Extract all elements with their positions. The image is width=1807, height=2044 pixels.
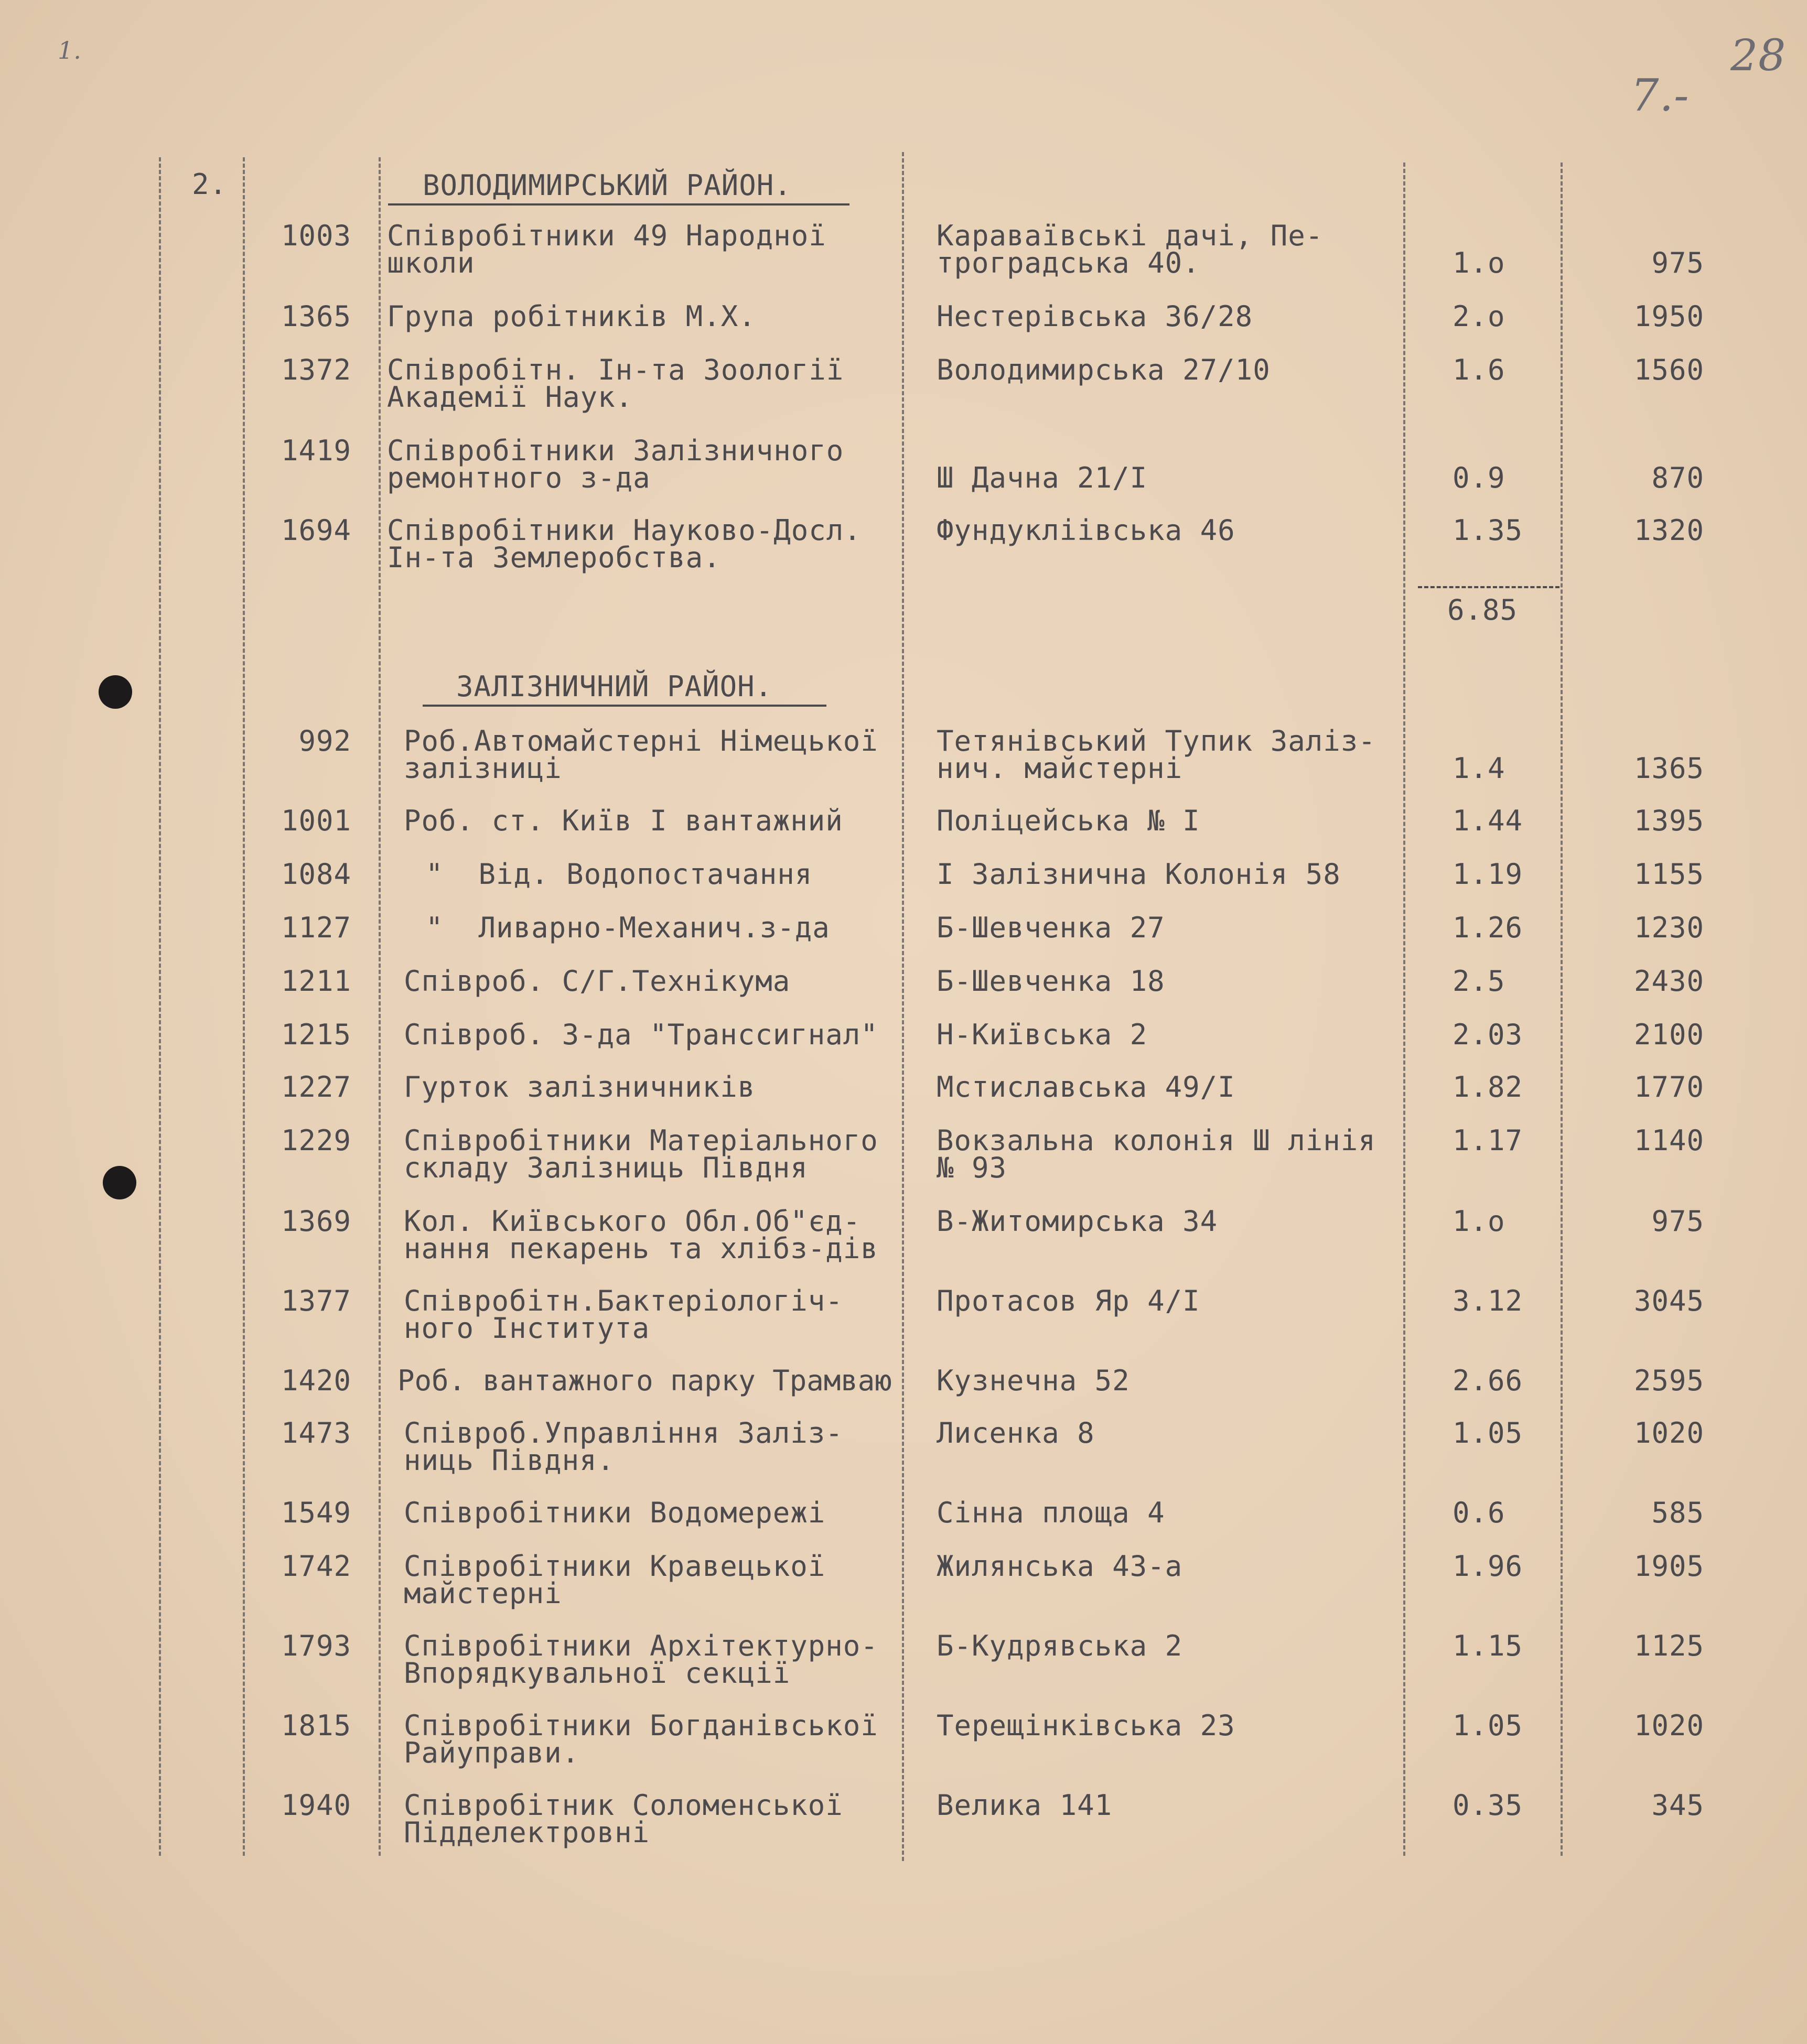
corner-mark: 7.- [1631,70,1690,121]
row-value: 1.05 [1453,1416,1523,1450]
row-id: 1084 [281,858,351,891]
row-amount: 1905 [1633,1550,1704,1583]
row-name: майстерні [404,1577,562,1610]
row-name: Роб. ст. Київ I вантажний [404,804,843,837]
row-address: нич. майстерні [937,752,1183,785]
row-id: 1215 [281,1018,351,1051]
row-name: Співробітники Науково-Досл. [387,514,862,547]
section-title-zaliznychnyi: ЗАЛІЗНИЧНИЙ РАЙОН. [456,670,773,703]
row-id: 1127 [281,911,351,944]
row-address: Ш Дачна 21/I [937,461,1148,494]
row-name: Співробітн. Ін-та Зоології [387,353,844,386]
row-address: Б-Шевченка 27 [937,911,1165,944]
subtotal-rule [1418,586,1559,588]
row-name: Група робітників М.Х. [387,300,756,333]
row-name: Гурток залізничників [404,1070,756,1104]
row-amount: 1140 [1633,1124,1704,1157]
row-address: Лисенка 8 [937,1416,1095,1450]
row-name: Впорядкувальної секції [404,1657,791,1690]
row-amount: 1395 [1633,804,1704,837]
row-id: 1365 [281,300,351,333]
row-name: Співроб. З-да "Транссигнал" [404,1018,878,1051]
row-address: Фундуклiiвська 46 [937,514,1235,547]
row-amount: 2100 [1633,1018,1704,1051]
row-amount: 975 [1651,246,1704,279]
row-address: Вокзальна колонія Ш лінія [937,1124,1376,1157]
row-name: Райуправи. [404,1736,580,1769]
row-id: 1793 [281,1629,351,1662]
row-id: 1377 [281,1284,351,1317]
row-value: 0.35 [1453,1789,1523,1822]
row-amount: 345 [1651,1789,1704,1822]
row-value: 1.4 [1453,752,1505,785]
row-value: 2.03 [1453,1018,1523,1051]
row-address: Велика 141 [937,1789,1113,1822]
row-value: 1.82 [1453,1070,1523,1104]
row-name: Співроб.Управління Заліз- [404,1416,843,1450]
punch-hole-lower [103,1166,136,1199]
row-name: Співробітники Кравецької [404,1550,826,1583]
row-amount: 870 [1651,461,1704,494]
row-value: 1.о [1453,246,1505,279]
row-amount: 1365 [1633,752,1704,785]
row-amount: 1020 [1633,1416,1704,1450]
row-address: Жилянська 43-а [937,1550,1183,1583]
row-address: Б-Кудрявська 2 [937,1629,1183,1662]
column-rule-value [1403,163,1405,1856]
row-name: Співробітники Богданівської [404,1709,878,1742]
row-address: Нестерівська 36/28 [937,300,1253,333]
column-rule-address [902,152,904,1861]
row-id: 1227 [281,1070,351,1104]
row-value: 2.66 [1453,1364,1523,1397]
row-value: 1.6 [1453,353,1505,386]
row-id: 1369 [281,1205,351,1238]
top-left-mark: 1. [58,36,82,64]
row-amount: 1950 [1633,300,1704,333]
row-name: Роб.Автомайстерні Німецької [404,724,878,758]
row-id: 1549 [281,1496,351,1529]
row-amount: 1560 [1633,353,1704,386]
row-name: ниць Півдня. [404,1444,615,1477]
section-total: 6.85 [1447,593,1518,626]
row-id: 1372 [281,353,351,386]
row-name: Співробітники Матеріального [404,1124,878,1157]
row-value: 1.35 [1453,514,1523,547]
row-address: Поліцейська № I [937,804,1200,837]
row-name: Співробітники Водомережі [404,1496,826,1529]
row-id: 1419 [281,434,351,467]
row-name: Ін-та Землеробства. [387,541,721,574]
row-name: Співробітн.Бактеріологіч- [404,1284,843,1317]
row-id: 1420 [281,1364,351,1397]
row-address: № 93 [937,1151,1007,1184]
row-name: ного Інститута [404,1312,650,1345]
row-name: Співробітники Залізничного [387,434,844,467]
row-value: 1.05 [1453,1709,1523,1742]
row-name: Співробітники Архітектурно- [404,1629,878,1662]
row-name: Співробітник Соломенської [404,1789,843,1822]
row-value: 1.19 [1453,858,1523,891]
row-value: 1.44 [1453,804,1523,837]
row-address: Тетянівський Тупик Заліз- [937,724,1376,758]
row-address: Кузнечна 52 [937,1364,1130,1397]
row-name: " Ливарно-Механич.з-да [426,911,830,944]
row-amount: 1230 [1633,911,1704,944]
page-number-mark: 2. [192,168,228,201]
row-value: 1.о [1453,1205,1505,1238]
row-id: 1003 [281,219,351,252]
row-address: В-Житомирська 34 [937,1205,1218,1238]
row-amount: 585 [1651,1496,1704,1529]
row-value: 0.6 [1453,1496,1505,1529]
row-id: 1815 [281,1709,351,1742]
row-address: Мстиславська 49/I [937,1070,1235,1104]
row-value: 2.5 [1453,965,1505,998]
column-rule-amount [1561,163,1563,1856]
row-name: Підделектровні [404,1816,650,1849]
section-title-volodymyrskyi: ВОЛОДИМИРСЬКИЙ РАЙОН. [423,169,792,202]
row-name: Роб. вантажного парку Трамваю [397,1364,892,1397]
section-title-underline [388,203,849,206]
row-address: Караваївські дачі, Пе- [937,219,1324,252]
row-id: 1473 [281,1416,351,1450]
column-rule-left [159,157,161,1856]
row-amount: 2595 [1633,1364,1704,1397]
row-name: школи [387,246,475,279]
row-id: 1001 [281,804,351,837]
row-amount: 3045 [1633,1284,1704,1317]
row-value: 1.96 [1453,1550,1523,1583]
row-name: Співроб. С/Г.Технікума [404,965,791,998]
folio-number: 28 [1730,31,1787,81]
row-address: Б-Шевченка 18 [937,965,1165,998]
row-name: Кол. Київського Обл.Об"єд- [404,1205,861,1238]
row-name: " Від. Водопостачання [426,858,813,891]
row-name: залізниці [404,752,562,785]
row-id: 992 [298,724,351,758]
row-name: складу Залізниць Півдня [404,1151,808,1184]
row-address: Н-Київська 2 [937,1018,1148,1051]
row-amount: 1125 [1633,1629,1704,1662]
row-value: 3.12 [1453,1284,1523,1317]
row-value: 2.о [1453,300,1505,333]
row-name: нання пекарень та хлібз-дів [404,1232,878,1265]
row-value: 1.17 [1453,1124,1523,1157]
row-amount: 2430 [1633,965,1704,998]
row-amount: 975 [1651,1205,1704,1238]
row-amount: 1770 [1633,1070,1704,1104]
row-id: 1694 [281,514,351,547]
row-address: троградська 40. [937,246,1200,279]
row-address: I Залізнична Колонія 58 [937,858,1341,891]
row-address: Протасов Яр 4/I [937,1284,1200,1317]
row-id: 1742 [281,1550,351,1583]
row-amount: 1320 [1633,514,1704,547]
row-amount: 1020 [1633,1709,1704,1742]
row-value: 1.15 [1453,1629,1523,1662]
row-address: Володимирська 27/10 [937,353,1271,386]
section-title-underline [423,705,826,707]
column-rule-id [243,157,245,1856]
punch-hole-upper [99,675,132,709]
row-name: Академії Наук. [387,381,633,414]
row-address: Терещінківська 23 [937,1709,1235,1742]
row-value: 0.9 [1453,461,1505,494]
column-rule-name [379,157,381,1856]
row-id: 1211 [281,965,351,998]
row-id: 1229 [281,1124,351,1157]
row-value: 1.26 [1453,911,1523,944]
row-amount: 1155 [1633,858,1704,891]
row-name: Співробітники 49 Народної [387,219,826,252]
row-id: 1940 [281,1789,351,1822]
row-name: ремонтного з-да [387,461,651,494]
row-address: Сінна площа 4 [937,1496,1165,1529]
